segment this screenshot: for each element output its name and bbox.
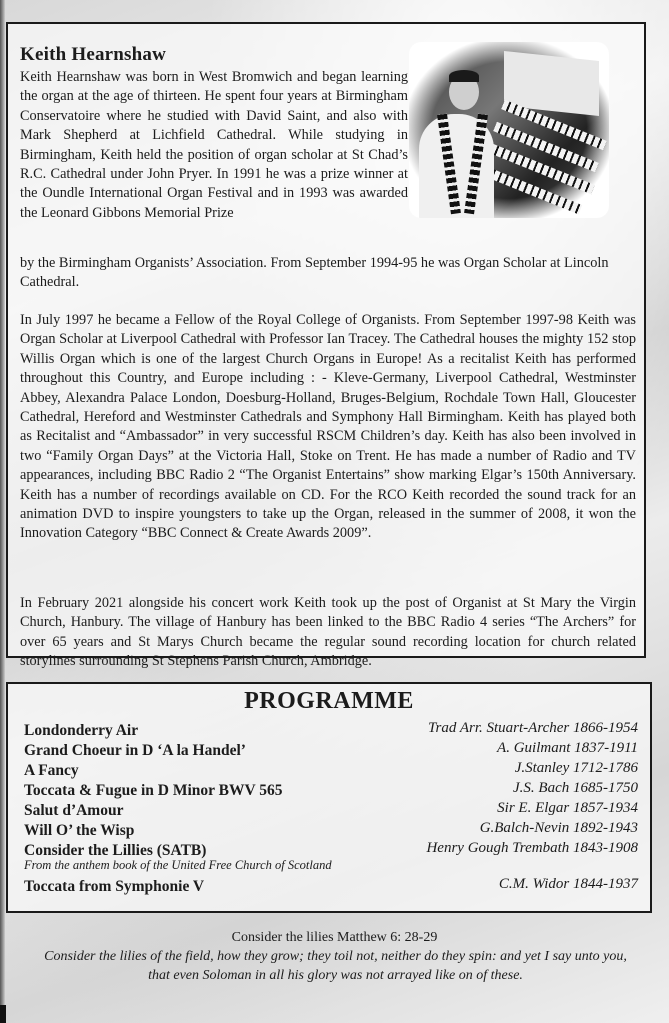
programme-item (24, 742, 638, 762)
organ-manual (489, 144, 595, 194)
organist-photo (409, 42, 609, 218)
piece-title: Toccata & Fugue in D Minor BWV 565 (24, 782, 283, 799)
verse-text (8, 948, 663, 985)
composer: J.S. Bach 1685-1750 (513, 780, 638, 796)
composer: J.Stanley 1712-1786 (514, 760, 638, 776)
programme-item (24, 822, 638, 842)
bio-title: Keith Hearnshaw (20, 44, 167, 65)
piece-title: Will O’ the Wisp (24, 822, 135, 839)
programme-note: From the anthem book of the United Free Church of Scotland (24, 858, 332, 872)
organist-hair (449, 70, 479, 82)
verse-line-2: that even Soloman in all his glory was not arrayed like on of these. (148, 967, 523, 983)
biography-box (6, 22, 646, 670)
programme-item (24, 878, 638, 898)
composer: A. Guilmant 1837-1911 (497, 740, 638, 756)
programme-item (24, 722, 638, 742)
piece-title: Grand Choeur in D ‘A la Handel’ (24, 742, 246, 759)
programme-item (24, 782, 638, 802)
piece-title: A Fancy (24, 762, 79, 779)
programme-title: PROGRAMME (244, 688, 414, 714)
verse-reference: Consider the lilies Matthew 6: 28-29 (231, 930, 438, 945)
page-binding-edge (0, 0, 5, 1023)
bio-paragraph-1: Keith Hearnshaw was born in West Bromwich and began learning the organ at the age of thirteen. He spent four years at Birmingham Conservatoire where he studied with David Saint, and also with Mark Shepherd at Lichfield Cathedral. While studying in Birmingham, Keith held the position of organ scholar at St Chad’s R.C. Cathedral under John Pryer. In 1991 he was a prize winner at the Oundle International Organ Festival and in 1993 was awarded the Leonard Gibbons Memorial Prize (20, 69, 408, 221)
bio-paragraph-1-continued: by the Birmingham Organists’ Association. From September 1994-95 he was Organ Scholar at Lincoln Cathedral. (20, 255, 609, 291)
composer: C.M. Widor 1844-1937 (498, 876, 638, 892)
verse-line-1: Consider the lilies of the field, how they grow; they toil not, neither do they spin: and yet I say unto you, (44, 949, 627, 964)
composer: G.Balch-Nevin 1892-1943 (479, 820, 638, 836)
piece-title: Consider the Lillies (SATB) (24, 842, 207, 859)
piece-title: Londonderry Air (24, 722, 139, 739)
bio-paragraph-3: In February 2021 alongside his concert work Keith took up the post of Organist at St Mary the Virgin Church, Hanbury. The village of Hanbury has been linked to the BBC Radio 4 series “The Archers” for over 65 years and St Marys Church became the regular sound recording location for church related storylines surrounding St Stephens Parish Church, Ambridge. (20, 595, 636, 670)
composer: Trad Arr. Stuart-Archer 1866-1954 (427, 720, 638, 736)
programme-box (6, 682, 652, 913)
composer: Henry Gough Trembath 1843-1908 (426, 840, 638, 856)
piece-title: Salut d’Amour (24, 802, 124, 819)
composer: Sir E. Elgar 1857-1934 (497, 800, 638, 816)
programme-item (24, 762, 638, 782)
programme-item (24, 802, 638, 822)
page-binding-corner (0, 1005, 6, 1023)
piece-title: Toccata from Symphonie V (24, 878, 205, 895)
bio-paragraph-2: In July 1997 he became a Fellow of the Royal College of Organists. From September 1997-98 Keith was Organ Scholar at Liverpool Cathedral with Professor Ian Tracey. The Cathedral houses the mighty 152 stop Willis Organ which is one of the largest Church Organs in Europe! As a recitalist Keith has performed throughout this Country, and Europe including : - Kleve-Germany, Liverpool Cathedral, Westminster Abbey, Alexandra Palace London, Doesburg-Holland, Bruges-Belgium, Rochdale Town Hall, Gloucester Cathedral, Hereford and Westminster Cathedrals and Symphony Hall Birmingham. Keith has played both as Recitalist and “Ambassador” in very successful RSCM Children’s day. Keith has also been involved in two “Family Organ Days” at the Victoria Hall, Stoke on Trent. He has made a number of Radio and TV appearances, including BBC Radio 2 “The Organist Entertains” show marking Elgar’s 150th Anniversary. Keith has a number of recordings available on CD. For the RCO Keith recorded the sound track for an animation DVD to inspire youngsters to take up the Organ, released in the summer of 2008, it won the Innovation Category “BBC Connect & Create Awards 2009”. (20, 312, 636, 542)
